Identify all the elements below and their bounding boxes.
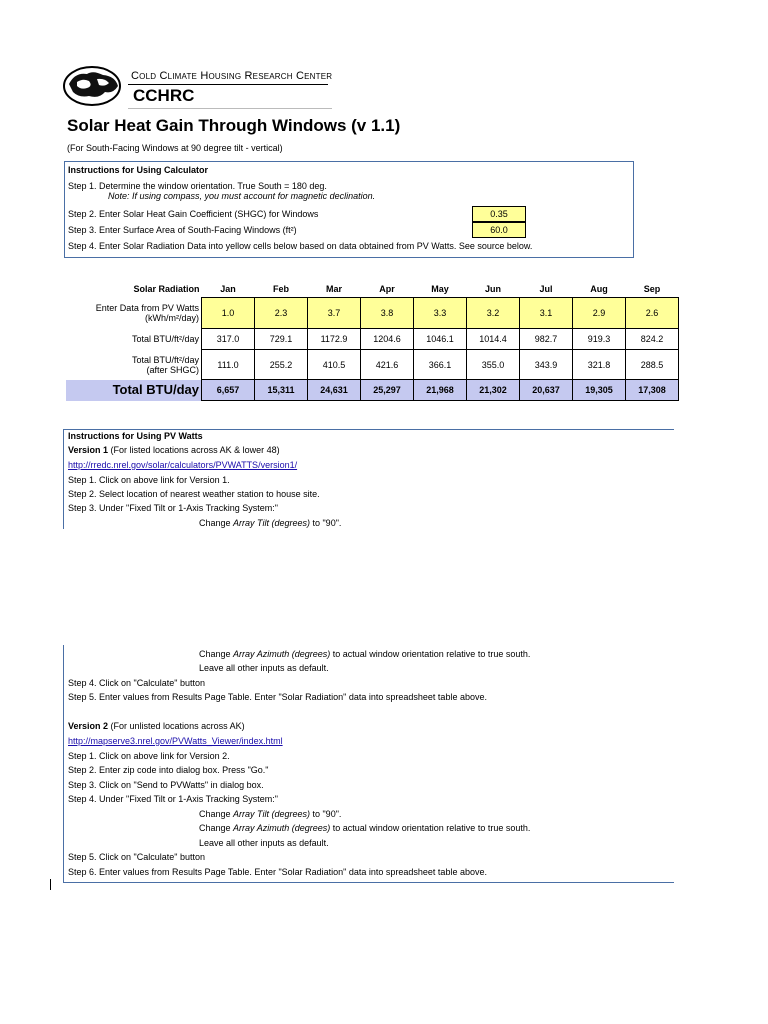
month-header: Sep: [643, 284, 661, 294]
total-btu-day-cell: 25,297: [361, 380, 414, 401]
v2-change-tilt-field: Array Tilt (degrees): [233, 809, 310, 819]
row-label-total-btu-day: Total BTU/day: [66, 380, 202, 401]
radiation-input-cell[interactable]: 3.1: [520, 298, 573, 329]
pvwatts-box-left-border: [63, 429, 64, 529]
radiation-input-cell[interactable]: 3.8: [361, 298, 414, 329]
calc-step-4: Step 4. Enter Solar Radiation Data into yellow cells below based on data obtained from PV Watts. See source below.: [68, 241, 533, 251]
table-row: [66, 350, 679, 380]
btu-shgc-cell: 321.8: [573, 350, 626, 380]
v1-step-4: Step 4. Click on "Calculate" button: [68, 678, 205, 688]
month-header: Apr: [379, 284, 395, 294]
month-header: Jun: [484, 284, 501, 294]
total-btu-day-cell: 19,305: [573, 380, 626, 401]
v2-leave-default: Leave all other inputs as default.: [199, 838, 329, 848]
v1-change-tilt-field: Array Tilt (degrees): [233, 518, 310, 528]
v1-change-azimuth: [199, 649, 530, 660]
v1-step-5: Step 5. Enter values from Results Page Table. Enter "Solar Radiation" data into spreadsheet table above.: [68, 692, 487, 702]
page-title: Solar Heat Gain Through Windows (v 1.1): [67, 116, 401, 135]
version-1-title: Version 1: [68, 445, 109, 455]
pvwatts-heading: Instructions for Using PV Watts: [68, 431, 203, 441]
window-area-input[interactable]: 60.0: [472, 222, 526, 238]
total-btu-day-cell: 24,631: [308, 380, 361, 401]
v1-change-tilt: [199, 518, 341, 529]
v1-step-3: Step 3. Under "Fixed Tilt or 1-Axis Tracking System:": [68, 503, 278, 513]
v2-change-azimuth-post: to actual window orientation relative to true south.: [330, 823, 531, 833]
v2-step-2: Step 2. Enter zip code into dialog box. Press "Go.": [68, 765, 269, 775]
radiation-input-cell[interactable]: 2.6: [626, 298, 679, 329]
version-2-link[interactable]: http://mapserve3.nrel.gov/PVWatts_Viewer/index.html: [68, 736, 283, 746]
version-1-link[interactable]: http://rredc.nrel.gov/solar/calculators/PVWATTS/version1/: [68, 460, 298, 470]
row-label-pvwatts-line2: (kWh/m²/day): [145, 313, 199, 323]
radiation-input-cell[interactable]: 2.9: [573, 298, 626, 329]
btu-ft2-cell: 824.2: [626, 329, 679, 350]
v1-change-azimuth-field: Array Azimuth (degrees): [233, 649, 331, 659]
v2-change-azimuth: [199, 823, 530, 834]
row-label-btu-shgc-line1: Total BTU/ft²/day: [131, 354, 199, 365]
btu-shgc-cell: 343.9: [520, 350, 573, 380]
v1-leave-default: Leave all other inputs as default.: [199, 663, 329, 673]
row-label-pvwatts-line1: Enter Data from PV Watts: [95, 303, 199, 313]
table-header-row: [66, 281, 679, 298]
total-btu-day-cell: 20,637: [520, 380, 573, 401]
table-row: [66, 380, 679, 401]
v2-change-tilt-post: to "90".: [309, 809, 342, 819]
radiation-input-cell[interactable]: 3.2: [467, 298, 520, 329]
btu-shgc-cell: 255.2: [255, 350, 308, 380]
v2-change-tilt: [199, 809, 341, 820]
v2-step-4: Step 4. Under "Fixed Tilt or 1-Axis Tracking System:": [68, 794, 278, 804]
solar-radiation-table: [66, 281, 679, 401]
pvwatts-box-bottom-border: [63, 882, 674, 883]
calc-step-1-note: [108, 191, 375, 202]
radiation-input-cell[interactable]: 2.3: [255, 298, 308, 329]
btu-ft2-cell: 317.0: [202, 329, 255, 350]
btu-ft2-cell: 1014.4: [467, 329, 520, 350]
v2-step-1: Step 1. Click on above link for Version 2.: [68, 751, 230, 761]
btu-ft2-cell: 1046.1: [414, 329, 467, 350]
btu-shgc-cell: 288.5: [626, 350, 679, 380]
row-label-btu-ft2: Total BTU/ft²/day: [131, 334, 199, 344]
month-header: Mar: [325, 284, 342, 294]
v1-step-1: Step 1. Click on above link for Version 1.: [68, 475, 230, 485]
radiation-input-cell[interactable]: 3.7: [308, 298, 361, 329]
month-header: Aug: [590, 284, 608, 294]
btu-shgc-cell: 410.5: [308, 350, 361, 380]
total-btu-day-cell: 21,302: [467, 380, 520, 401]
page-subtitle: (For South-Facing Windows at 90 degree tilt - vertical): [67, 143, 283, 153]
calc-step-1-note-text: Note: If using compass, you must account for magnetic declination.: [108, 191, 376, 201]
btu-ft2-cell: 729.1: [255, 329, 308, 350]
total-btu-day-cell: 6,657: [202, 380, 255, 401]
version-1-title-line: [68, 445, 280, 456]
total-btu-day-cell: 17,308: [626, 380, 679, 401]
v2-change-azimuth-pre: Change: [199, 823, 234, 833]
pvwatts-box-top-border: [63, 429, 674, 430]
calc-step-2: Step 2. Enter Solar Heat Gain Coefficient (SHGC) for Windows: [68, 209, 319, 219]
radiation-input-cell[interactable]: 1.0: [202, 298, 255, 329]
btu-ft2-cell: 1172.9: [308, 329, 361, 350]
calc-step-3: Step 3. Enter Surface Area of South-Facing Windows (ft²): [68, 225, 297, 235]
btu-ft2-cell: 1204.6: [361, 329, 414, 350]
table-row: [66, 298, 679, 329]
calc-step-1: Step 1. Determine the window orientation. True South = 180 deg.: [68, 181, 327, 191]
header-underline: [128, 108, 332, 109]
version-2-desc: (For unlisted locations across AK): [108, 721, 245, 731]
month-header: May: [431, 284, 449, 294]
calculator-heading: Instructions for Using Calculator: [68, 165, 209, 175]
month-header: Jul: [539, 284, 553, 294]
btu-shgc-cell: 111.0: [202, 350, 255, 380]
btu-shgc-cell: 366.1: [414, 350, 467, 380]
v2-step-3: Step 3. Click on "Send to PVWatts" in dialog box.: [68, 780, 264, 790]
version-2-title-line: [68, 721, 245, 732]
total-btu-day-cell: 21,968: [414, 380, 467, 401]
v2-step-5: Step 5. Click on "Calculate" button: [68, 852, 205, 862]
pvwatts-box-left-border: [63, 645, 64, 883]
month-header: Jan: [220, 284, 236, 294]
btu-ft2-cell: 919.3: [573, 329, 626, 350]
v1-step-2: Step 2. Select location of nearest weather station to house site.: [68, 489, 320, 499]
text-cursor: [50, 879, 51, 890]
version-1-desc: (For listed locations across AK & lower 48): [108, 445, 280, 455]
row-label-btu-shgc: [66, 350, 202, 380]
header-divider: [128, 84, 328, 85]
calculator-instructions-box: [64, 161, 634, 258]
month-header: Feb: [272, 284, 289, 294]
v1-change-azimuth-pre: Change: [199, 649, 234, 659]
btu-ft2-cell: 982.7: [520, 329, 573, 350]
v1-change-azimuth-post: to actual window orientation relative to true south.: [330, 649, 531, 659]
v1-change-tilt-pre: Change: [199, 518, 234, 528]
btu-shgc-cell: 355.0: [467, 350, 520, 380]
org-name: Cold Climate Housing Research Center: [131, 70, 333, 82]
table-row: [66, 329, 679, 350]
org-abbreviation: CCHRC: [133, 86, 195, 105]
total-btu-day-cell: 15,311: [255, 380, 308, 401]
shgc-input[interactable]: 0.35: [472, 206, 526, 222]
version-2-title: Version 2: [68, 721, 109, 731]
solar-radiation-header: Solar Radiation: [133, 284, 200, 295]
row-label-btu-shgc-line2: (after SHGC): [146, 364, 199, 375]
v1-change-tilt-post: to "90".: [309, 518, 342, 528]
radiation-input-cell[interactable]: 3.3: [414, 298, 467, 329]
v2-step-6: Step 6. Enter values from Results Page Table. Enter "Solar Radiation" data into spreadsheet table above.: [68, 867, 487, 877]
v2-change-tilt-pre: Change: [199, 809, 234, 819]
btu-shgc-cell: 421.6: [361, 350, 414, 380]
v2-change-azimuth-field: Array Azimuth (degrees): [233, 823, 331, 833]
cchrc-logo: [63, 66, 125, 106]
row-label-pvwatts: [66, 298, 202, 329]
